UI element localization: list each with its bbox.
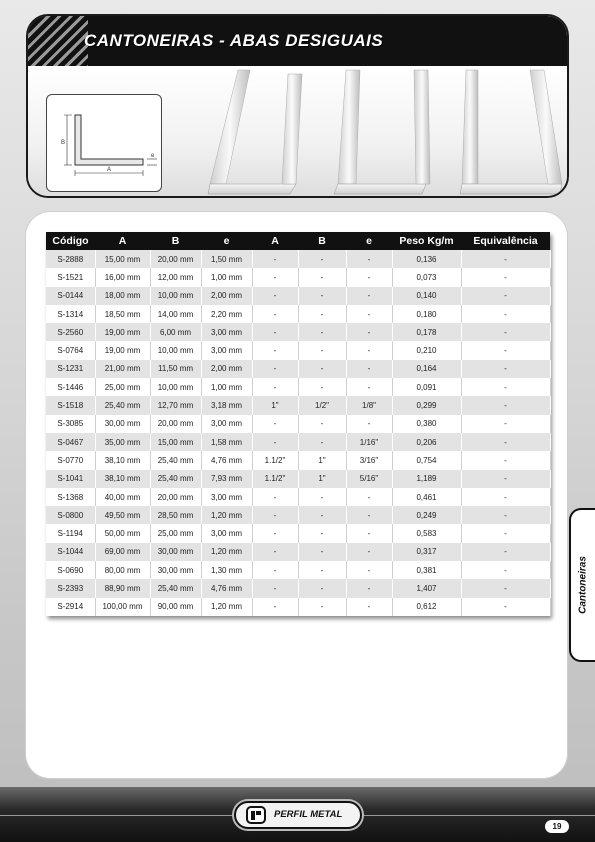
table-cell: 38,10 mm (95, 451, 150, 469)
table-cell: 4,76 mm (201, 579, 252, 597)
table-cell: 1,00 mm (201, 268, 252, 286)
table-cell: 0,249 (392, 506, 461, 524)
table-cell: - (346, 250, 392, 268)
table-cell: 0,180 (392, 305, 461, 323)
table-cell: 18,00 mm (95, 287, 150, 305)
table-cell: - (461, 396, 550, 414)
table-cell: 1,20 mm (201, 506, 252, 524)
table-cell: 20,00 mm (150, 415, 201, 433)
table-cell: - (252, 360, 298, 378)
table-cell: - (252, 579, 298, 597)
table-cell: - (461, 360, 550, 378)
table-row (46, 287, 550, 305)
table-cell: 25,40 mm (150, 470, 201, 488)
table-row (46, 579, 550, 597)
table-header-row (46, 232, 550, 250)
table-cell: 0,754 (392, 451, 461, 469)
table-row (46, 360, 550, 378)
table-cell: 20,00 mm (150, 250, 201, 268)
table-cell: S-1518 (46, 396, 95, 414)
table-cell: 49,50 mm (95, 506, 150, 524)
table-cell: 90,00 mm (150, 598, 201, 616)
table-cell: - (346, 488, 392, 506)
table-cell: - (298, 287, 346, 305)
table-cell: 3,00 mm (201, 524, 252, 542)
table-cell: - (346, 561, 392, 579)
table-cell: 1,30 mm (201, 561, 252, 579)
table-cell: - (252, 341, 298, 359)
table-container (46, 232, 550, 616)
table-cell: 0,164 (392, 360, 461, 378)
table-cell: 2,00 mm (201, 360, 252, 378)
table-row (46, 268, 550, 286)
table-cell: 19,00 mm (95, 341, 150, 359)
table-cell: 1/2" (298, 396, 346, 414)
table-cell: S-2914 (46, 598, 95, 616)
angle-profile-drawing (47, 95, 163, 193)
table-row (46, 250, 550, 268)
table-row (46, 396, 550, 414)
table-cell: 1/8" (346, 396, 392, 414)
table-cell: S-0690 (46, 561, 95, 579)
table-cell: - (346, 415, 392, 433)
table-cell: S-1521 (46, 268, 95, 286)
table-cell: S-2560 (46, 323, 95, 341)
table-cell: - (298, 341, 346, 359)
table-cell: - (461, 488, 550, 506)
table-cell: - (252, 598, 298, 616)
table-cell: - (461, 323, 550, 341)
table-cell: - (461, 305, 550, 323)
table-cell: - (252, 543, 298, 561)
table-cell: S-1231 (46, 360, 95, 378)
table-cell: S-0770 (46, 451, 95, 469)
table-cell: 20,00 mm (150, 488, 201, 506)
table-cell: 10,00 mm (150, 287, 201, 305)
table-cell: - (298, 415, 346, 433)
dimension-label-e: e (151, 153, 155, 159)
table-cell: - (252, 268, 298, 286)
table-cell: 10,00 mm (150, 378, 201, 396)
table-cell: 1,58 mm (201, 433, 252, 451)
dimension-label-a: A (107, 167, 112, 173)
column-header: e (346, 232, 392, 250)
table-cell: 25,40 mm (95, 396, 150, 414)
table-cell: S-3085 (46, 415, 95, 433)
table-cell: S-0144 (46, 287, 95, 305)
table-cell: 15,00 mm (150, 433, 201, 451)
header-body (28, 66, 567, 198)
table-row (46, 598, 550, 616)
table-cell: 88,90 mm (95, 579, 150, 597)
table-cell: 1" (298, 451, 346, 469)
table-cell: 1,189 (392, 470, 461, 488)
table-cell: 0,299 (392, 396, 461, 414)
column-header: Equivalência (461, 232, 550, 250)
table-cell: 0,612 (392, 598, 461, 616)
table-cell: - (346, 598, 392, 616)
table-cell: - (461, 433, 550, 451)
table-cell: 1,00 mm (201, 378, 252, 396)
table-cell: - (298, 506, 346, 524)
table-cell: 14,00 mm (150, 305, 201, 323)
column-header: Peso Kg/m (392, 232, 461, 250)
table-cell: 1,50 mm (201, 250, 252, 268)
table-cell: - (346, 506, 392, 524)
table-cell: - (298, 488, 346, 506)
table-cell: 1" (298, 470, 346, 488)
table-cell: 38,10 mm (95, 470, 150, 488)
table-cell: - (346, 287, 392, 305)
table-cell: - (252, 415, 298, 433)
table-cell: 100,00 mm (95, 598, 150, 616)
table-cell: - (461, 451, 550, 469)
table-cell: 3,18 mm (201, 396, 252, 414)
table-cell: 3/16" (346, 451, 392, 469)
table-row (46, 305, 550, 323)
table-row (46, 341, 550, 359)
table-cell: 35,00 mm (95, 433, 150, 451)
table-cell: 0,091 (392, 378, 461, 396)
table-cell: - (298, 250, 346, 268)
table-cell: 0,178 (392, 323, 461, 341)
table-cell: S-1194 (46, 524, 95, 542)
table-cell: S-0467 (46, 433, 95, 451)
table-row (46, 378, 550, 396)
table-cell: - (252, 250, 298, 268)
table-cell: - (346, 579, 392, 597)
table-cell: 0,583 (392, 524, 461, 542)
table-cell: 1.1/2" (252, 451, 298, 469)
table-cell: 15,00 mm (95, 250, 150, 268)
table-cell: - (252, 287, 298, 305)
table-cell: - (461, 506, 550, 524)
dimension-label-b: B (61, 140, 66, 146)
stripes-decoration (28, 16, 88, 66)
table-cell: - (461, 268, 550, 286)
table-cell: 1,20 mm (201, 598, 252, 616)
table-cell: - (298, 433, 346, 451)
table-cell: - (252, 323, 298, 341)
table-cell: 25,40 mm (150, 451, 201, 469)
table-row (46, 433, 550, 451)
table-cell: - (298, 579, 346, 597)
profile-diagram (46, 94, 162, 192)
side-tab-label: Cantoneiras (577, 556, 589, 614)
table-row (46, 415, 550, 433)
table-cell: - (298, 305, 346, 323)
table-cell: S-1044 (46, 543, 95, 561)
page-title: CANTONEIRAS - ABAS DESIGUAIS (84, 31, 384, 50)
table-cell: - (298, 561, 346, 579)
table-cell: 1.1/2" (252, 470, 298, 488)
table-cell: - (298, 378, 346, 396)
table-cell: 11,50 mm (150, 360, 201, 378)
table-cell: - (346, 341, 392, 359)
table-cell: - (298, 360, 346, 378)
table-cell: - (298, 543, 346, 561)
table-cell: 2,00 mm (201, 287, 252, 305)
table-cell: 25,00 mm (95, 378, 150, 396)
table-cell: 3,00 mm (201, 323, 252, 341)
table-cell: 12,00 mm (150, 268, 201, 286)
table-cell: 18,50 mm (95, 305, 150, 323)
table-cell: - (346, 360, 392, 378)
table-cell: 10,00 mm (150, 341, 201, 359)
table-cell: - (252, 524, 298, 542)
table-cell: - (252, 305, 298, 323)
page-number: 19 (545, 820, 569, 833)
table-cell: 0,381 (392, 561, 461, 579)
table-cell: - (461, 250, 550, 268)
table-cell: - (252, 378, 298, 396)
table-cell: 21,00 mm (95, 360, 150, 378)
table-cell: S-0764 (46, 341, 95, 359)
title-bar (28, 16, 567, 66)
table-cell: - (461, 543, 550, 561)
table-cell: - (346, 543, 392, 561)
table-row (46, 524, 550, 542)
table-row (46, 543, 550, 561)
table-cell: 0,073 (392, 268, 461, 286)
profiles-table (46, 232, 551, 616)
table-cell: - (252, 506, 298, 524)
table-cell: S-2888 (46, 250, 95, 268)
column-header: Código (46, 232, 95, 250)
table-cell: 12,70 mm (150, 396, 201, 414)
table-cell: 0,461 (392, 488, 461, 506)
column-header: B (298, 232, 346, 250)
table-cell: - (461, 561, 550, 579)
table-cell: - (346, 268, 392, 286)
table-cell: S-1314 (46, 305, 95, 323)
table-cell: 28,50 mm (150, 506, 201, 524)
table-cell: 40,00 mm (95, 488, 150, 506)
table-cell: 5/16" (346, 470, 392, 488)
brand-name: PERFIL METAL (274, 809, 343, 820)
table-cell: S-1446 (46, 378, 95, 396)
table-cell: - (346, 524, 392, 542)
table-cell: - (346, 323, 392, 341)
table-cell: - (461, 598, 550, 616)
table-cell: 1" (252, 396, 298, 414)
table-cell: 3,00 mm (201, 415, 252, 433)
section-side-tab[interactable] (569, 508, 595, 662)
table-cell: 0,210 (392, 341, 461, 359)
table-body (46, 250, 550, 616)
table-cell: 2,20 mm (201, 305, 252, 323)
table-cell: 0,206 (392, 433, 461, 451)
table-cell: 3,00 mm (201, 488, 252, 506)
table-cell: S-2393 (46, 579, 95, 597)
table-cell: S-1041 (46, 470, 95, 488)
table-cell: 6,00 mm (150, 323, 201, 341)
table-cell: 3,00 mm (201, 341, 252, 359)
table-cell: 30,00 mm (95, 415, 150, 433)
table-row (46, 561, 550, 579)
table-cell: - (252, 561, 298, 579)
column-header: e (201, 232, 252, 250)
table-cell: 1,407 (392, 579, 461, 597)
column-header: A (95, 232, 150, 250)
table-cell: 1/16" (346, 433, 392, 451)
table-cell: - (298, 524, 346, 542)
table-cell: - (346, 305, 392, 323)
table-cell: - (298, 268, 346, 286)
content-card (26, 212, 567, 778)
table-cell: 0,140 (392, 287, 461, 305)
table-cell: - (252, 433, 298, 451)
table-cell: 69,00 mm (95, 543, 150, 561)
table-cell: - (461, 341, 550, 359)
table-cell: - (461, 378, 550, 396)
table-cell: S-1368 (46, 488, 95, 506)
table-cell: 25,40 mm (150, 579, 201, 597)
table-cell: - (461, 470, 550, 488)
table-cell: - (252, 488, 298, 506)
header-panel (26, 14, 569, 198)
table-cell: - (298, 323, 346, 341)
table-cell: 7,93 mm (201, 470, 252, 488)
table-cell: 25,00 mm (150, 524, 201, 542)
table-cell: 30,00 mm (150, 543, 201, 561)
table-row (46, 470, 550, 488)
table-row (46, 488, 550, 506)
table-cell: - (461, 415, 550, 433)
brand-logo-icon (246, 806, 266, 824)
table-cell: S-0800 (46, 506, 95, 524)
table-cell: - (461, 287, 550, 305)
table-cell: 0,317 (392, 543, 461, 561)
column-header: A (252, 232, 298, 250)
column-header: B (150, 232, 201, 250)
table-cell: 16,00 mm (95, 268, 150, 286)
table-cell: - (461, 524, 550, 542)
profiles-photo (178, 66, 568, 198)
table-cell: 0,136 (392, 250, 461, 268)
table-cell: - (461, 579, 550, 597)
table-row (46, 323, 550, 341)
table-cell: 30,00 mm (150, 561, 201, 579)
table-cell: 4,76 mm (201, 451, 252, 469)
table-cell: 50,00 mm (95, 524, 150, 542)
brand-badge (234, 801, 362, 829)
table-row (46, 451, 550, 469)
table-cell: - (298, 598, 346, 616)
table-cell: 1,20 mm (201, 543, 252, 561)
table-row (46, 506, 550, 524)
table-cell: - (346, 378, 392, 396)
table-cell: 80,00 mm (95, 561, 150, 579)
table-cell: 0,380 (392, 415, 461, 433)
table-cell: 19,00 mm (95, 323, 150, 341)
